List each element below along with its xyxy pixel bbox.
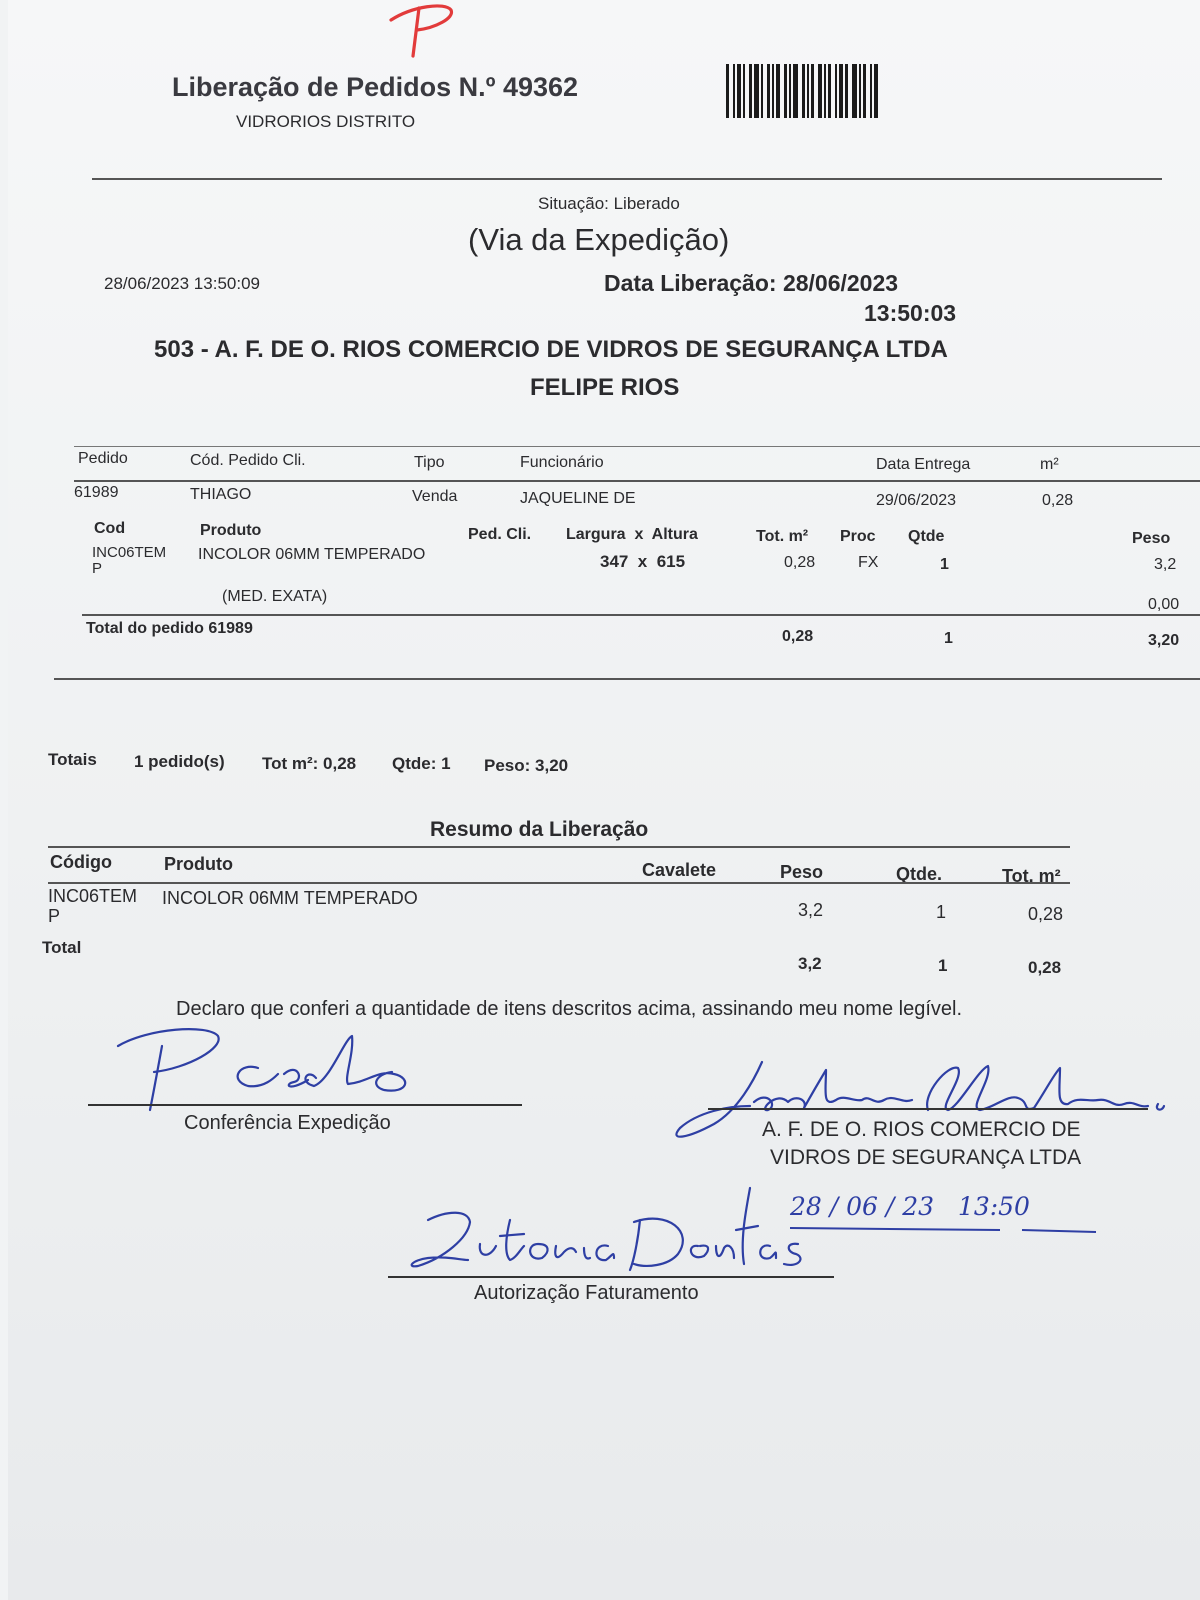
document-page bbox=[8, 0, 1200, 1600]
barcode-bar bbox=[859, 64, 861, 118]
conference-signature-line bbox=[88, 1104, 522, 1106]
barcode bbox=[726, 64, 880, 118]
totals-peso: Peso: 3,20 bbox=[484, 756, 569, 775]
item-peso-extra: 0,00 bbox=[1148, 596, 1180, 613]
item-header-produto: Produto bbox=[200, 522, 262, 539]
summary-top-border bbox=[48, 846, 1070, 848]
order-table-top-border bbox=[74, 446, 1200, 447]
item-header-qtde: Qtde bbox=[908, 528, 945, 545]
summary-tot-m2: 0,28 bbox=[1028, 904, 1064, 924]
header-divider bbox=[92, 178, 1162, 180]
summary-header-tot-m2: Tot. m² bbox=[1002, 866, 1061, 886]
order-total-qtde: 1 bbox=[944, 630, 953, 647]
summary-total-label: Total bbox=[42, 938, 82, 957]
barcode-bar bbox=[749, 64, 752, 118]
order-total-peso: 3,20 bbox=[1148, 632, 1180, 649]
item-code-line2: P bbox=[92, 560, 103, 577]
summary-code-line1: INC06TEM bbox=[48, 886, 138, 906]
order-total-divider bbox=[82, 614, 1200, 616]
col-header-pedido: Pedido bbox=[78, 450, 128, 467]
barcode-bar bbox=[726, 64, 729, 118]
col-header-m2: m² bbox=[1040, 456, 1059, 473]
handwritten-date: 28 / 06 / 23 13:50 bbox=[790, 1192, 1030, 1221]
barcode-bar bbox=[761, 64, 763, 118]
client-name: 503 - A. F. DE O. RIOS COMERCIO DE VIDROS DE SEGURANÇA LTDA bbox=[154, 336, 948, 363]
company-short-name: VIDRORIOS DISTRITO bbox=[236, 112, 416, 131]
client-order-code: THIAGO bbox=[190, 486, 252, 503]
authorization-label: Autorização Faturamento bbox=[474, 1282, 699, 1304]
item-header-peso: Peso bbox=[1132, 530, 1171, 547]
summary-total-tot-m2: 0,28 bbox=[1028, 958, 1062, 977]
summary-header-qtde: Qtde. bbox=[896, 864, 943, 884]
barcode-bar bbox=[835, 64, 837, 118]
order-number: 61989 bbox=[74, 484, 119, 501]
item-proc: FX bbox=[858, 554, 879, 571]
barcode-bar bbox=[828, 64, 831, 118]
barcode-bar bbox=[839, 64, 843, 118]
summary-header-codigo: Código bbox=[50, 852, 112, 872]
barcode-bar bbox=[824, 64, 826, 118]
item-qtde: 1 bbox=[940, 556, 949, 573]
totals-pedidos: 1 pedido(s) bbox=[134, 752, 225, 771]
release-date: Data Liberação: 28/06/2023 bbox=[604, 270, 899, 296]
order-header-divider bbox=[74, 480, 1200, 482]
summary-header-divider bbox=[48, 882, 1070, 884]
order-total-m2: 0,28 bbox=[782, 628, 814, 645]
barcode-bar bbox=[767, 64, 770, 118]
barcode-bar bbox=[845, 64, 848, 118]
authorization-signature-line bbox=[388, 1276, 834, 1278]
company-name-line2: VIDROS DE SEGURANÇA LTDA bbox=[770, 1146, 1082, 1169]
totals-m2: Tot m²: 0,28 bbox=[262, 754, 357, 773]
company-signature-line bbox=[708, 1108, 1148, 1110]
summary-qtde: 1 bbox=[936, 902, 947, 922]
barcode-bar bbox=[852, 64, 857, 118]
barcode-bar bbox=[870, 64, 872, 118]
barcode-bar bbox=[737, 64, 741, 118]
barcode-bar bbox=[807, 64, 809, 118]
barcode-bar bbox=[743, 64, 745, 118]
handwritten-signature-company bbox=[658, 1050, 1178, 1160]
barcode-bar bbox=[874, 64, 878, 118]
item-peso: 3,2 bbox=[1154, 556, 1177, 573]
item-header-proc: Proc bbox=[840, 528, 876, 545]
totals-label: Totais bbox=[48, 750, 97, 769]
col-header-funcionario: Funcionário bbox=[520, 454, 604, 471]
declaration-text: Declaro que conferi a quantidade de itens descritos acima, assinando meu nome legível. bbox=[176, 998, 963, 1020]
barcode-bar bbox=[811, 64, 814, 118]
order-m2: 0,28 bbox=[1042, 492, 1074, 509]
handwritten-signature-expedicao bbox=[108, 1018, 438, 1118]
barcode-bar bbox=[789, 64, 791, 118]
summary-product: INCOLOR 06MM TEMPERADO bbox=[162, 888, 418, 908]
printed-timestamp: 28/06/2023 13:50:09 bbox=[104, 274, 260, 293]
item-product: INCOLOR 06MM TEMPERADO bbox=[198, 546, 426, 563]
release-time: 13:50:03 bbox=[864, 300, 957, 326]
employee-name: JAQUELINE DE bbox=[520, 490, 636, 507]
col-header-data-entrega: Data Entrega bbox=[876, 456, 971, 473]
summary-total-peso: 3,2 bbox=[798, 954, 822, 973]
copy-label: (Via da Expedição) bbox=[468, 222, 730, 257]
summary-title: Resumo da Liberação bbox=[430, 818, 649, 841]
delivery-date: 29/06/2023 bbox=[876, 492, 957, 509]
item-header-ped-cli: Ped. Cli. bbox=[468, 526, 532, 543]
item-header-cod: Cod bbox=[94, 520, 126, 537]
barcode-bar bbox=[776, 64, 780, 118]
item-dimensions: 347 x 615 bbox=[600, 552, 686, 571]
barcode-bar bbox=[863, 64, 866, 118]
item-code-line1: INC06TEM bbox=[92, 544, 167, 561]
barcode-bar bbox=[772, 64, 774, 118]
summary-header-produto: Produto bbox=[164, 854, 233, 874]
item-header-largura-altura: Largura x Altura bbox=[566, 526, 698, 543]
order-type: Venda bbox=[412, 488, 458, 505]
handwritten-signature-autorizacao bbox=[398, 1180, 818, 1290]
barcode-bar bbox=[754, 64, 759, 118]
barcode-bar bbox=[784, 64, 787, 118]
summary-peso: 3,2 bbox=[798, 900, 824, 920]
handwritten-date-underlines bbox=[786, 1222, 1106, 1236]
summary-code-line2: P bbox=[48, 906, 61, 926]
item-header-tot-m2: Tot. m² bbox=[756, 528, 809, 545]
summary-header-peso: Peso bbox=[780, 862, 824, 882]
col-header-tipo: Tipo bbox=[414, 454, 445, 471]
barcode-bar bbox=[818, 64, 822, 118]
summary-header-cavalete: Cavalete bbox=[642, 860, 717, 880]
summary-total-qtde: 1 bbox=[938, 956, 948, 975]
handwritten-p-mark bbox=[383, 0, 463, 62]
client-contact: FELIPE RIOS bbox=[530, 374, 680, 401]
totals-qtde: Qtde: 1 bbox=[392, 754, 451, 773]
item-observation: (MED. EXATA) bbox=[222, 588, 328, 605]
barcode-bar bbox=[793, 64, 798, 118]
order-total-label: Total do pedido 61989 bbox=[86, 620, 253, 637]
item-tot-m2: 0,28 bbox=[784, 554, 816, 571]
conference-label: Conferência Expedição bbox=[184, 1112, 391, 1134]
barcode-bar bbox=[802, 64, 805, 118]
company-name-line1: A. F. DE O. RIOS COMERCIO DE bbox=[762, 1118, 1081, 1141]
order-table-bottom-border bbox=[54, 678, 1200, 680]
document-title: Liberação de Pedidos N.º 49362 bbox=[172, 72, 579, 102]
col-header-cod-pedido-cli: Cód. Pedido Cli. bbox=[190, 452, 306, 469]
status-text: Situação: Liberado bbox=[538, 194, 680, 213]
barcode-bar bbox=[733, 64, 735, 118]
